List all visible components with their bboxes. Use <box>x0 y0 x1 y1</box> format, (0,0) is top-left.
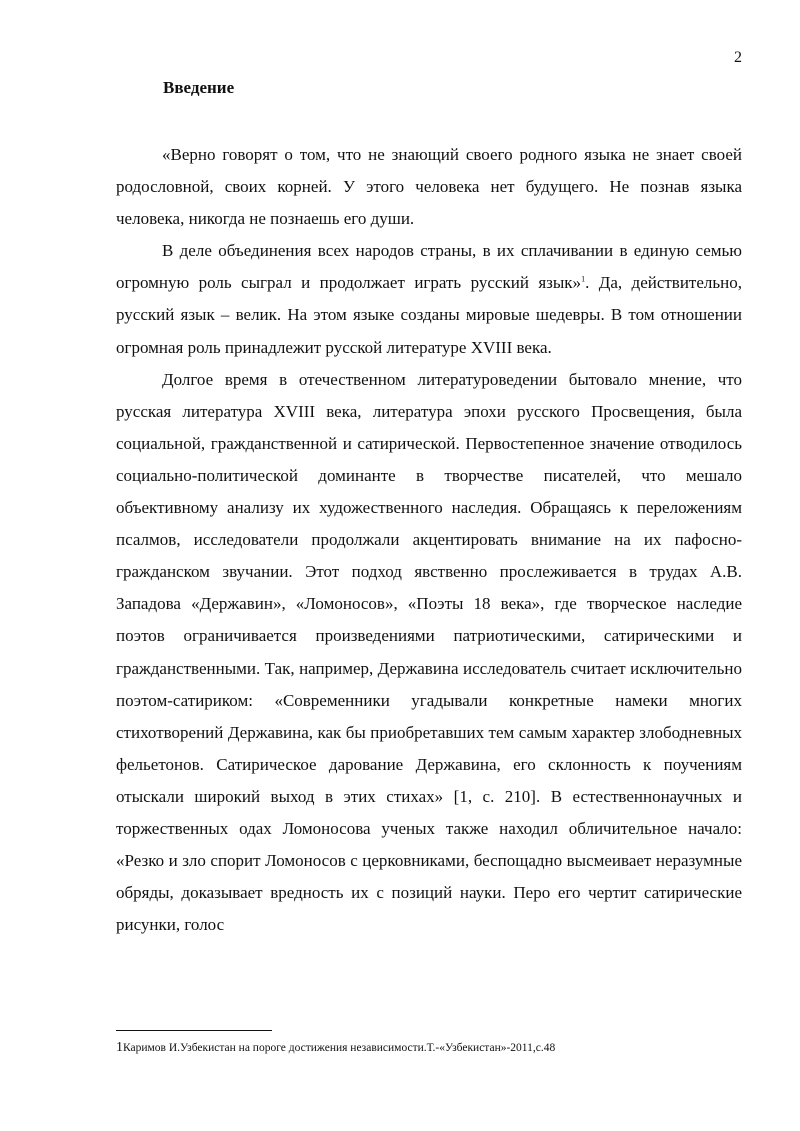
paragraph-text: . Да, действительно, русский язык – велик. На этом языке созданы мировые шедевры. В том отношении огромная роль принадлежит русской литературе XVIII века. <box>116 273 742 357</box>
section-heading: Введение <box>163 78 235 97</box>
paragraph <box>116 364 742 942</box>
paragraph-text: Долгое время в отечественном литературоведении бытовало мнение, что русская литература XVIII века, литература эпохи русского Просвещения, была социальной, гражданственной и сатирической. Первостепенное значение отводилось социально-политической доминанте в творчестве писателей, что мешало объективному анализу их художественного наследия. Обращаясь к переложениям псалмов, исследователи продолжали акцентировать внимание на их пафосно-гражданском звучании. Этот подход явственно прослеживается в трудах А.В. Западова «Державин», «Ломоносов», «Поэты 18 века», где творческое наследие поэтов ограничивается произведениями патриотическими, сатирическими и гражданственными. Так, например, Державина исследователь считает исключительно поэтом-сатириком: «Современники угадывали конкретные намеки многих стихотворений Державина, как бы приобретавших тем самым характер злободневных фельетонов. Сатирическое дарование Державина, его склонность к поучениям отыскали широкий выход в этих стихах» [1, с. 210]. В естественнонаучных и торжественных одах Ломоносова ученых также находил обличительное начало: «Резко и зло спорит Ломоносов с церковниками, беспощадно высмеивает неразумные обряды, доказывает вредность их с позиций науки. Перо его чертит сатирические рисунки, голос <box>116 369 742 935</box>
footnote-text: Каримов И.Узбекистан на пороге достижения независимости.Т.-«Узбекистан»-2011,с.48 <box>123 1042 556 1054</box>
paragraph-text: «Верно говорят о том, что не знающий своего родного языка не знает своей родословной, своих корней. У этого человека нет будущего. Не познав языка человека, никогда не познаешь его души. <box>116 145 742 229</box>
footnote-reference[interactable]: 1 <box>581 274 586 284</box>
footnote <box>116 1041 555 1055</box>
footnote-separator <box>116 1030 272 1031</box>
footnote-mark: 1 <box>116 1040 123 1055</box>
paragraph-text: В деле объединения всех народов страны, в их сплачивании в единую семью огромную роль сыграл и продолжает играть русский язык» <box>116 241 742 293</box>
page-number: 2 <box>734 49 742 66</box>
paragraph <box>116 235 742 363</box>
body-text <box>116 139 742 941</box>
paragraph <box>116 139 742 235</box>
